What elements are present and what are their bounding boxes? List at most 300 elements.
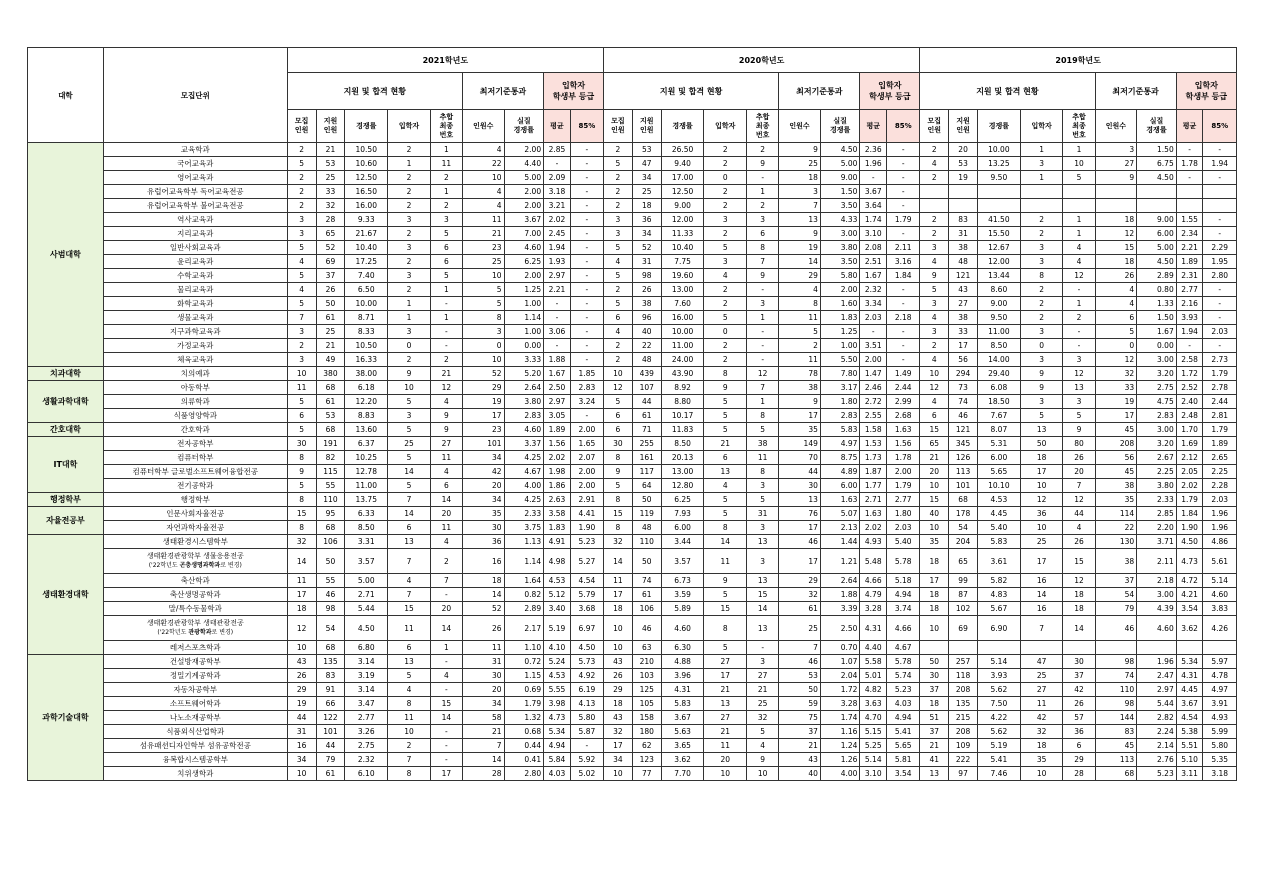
value-cell: - — [570, 157, 603, 171]
value-cell — [1020, 641, 1063, 655]
unit-cell — [103, 269, 287, 283]
value-cell — [1137, 185, 1177, 199]
value-cell: - — [747, 325, 779, 339]
value-cell: 37 — [779, 725, 821, 739]
header-group-grade: 입학자 학생부 등급 — [860, 73, 920, 110]
value-cell: 13 — [1020, 423, 1063, 437]
value-cell — [1095, 199, 1137, 213]
unit-change-note — [157, 629, 233, 636]
value-cell: 65 — [920, 437, 949, 451]
value-cell: 40 — [632, 325, 661, 339]
value-cell: - — [430, 725, 462, 739]
value-cell: 25 — [779, 616, 821, 641]
value-cell: 3.34 — [860, 297, 887, 311]
value-cell: 5.63 — [661, 725, 704, 739]
value-cell: 10.40 — [345, 241, 388, 255]
value-cell: 3.93 — [978, 669, 1021, 683]
value-cell: 7 — [388, 493, 431, 507]
value-cell: 61 — [316, 767, 345, 781]
value-cell: 2 — [430, 171, 462, 185]
value-cell: 1.84 — [887, 269, 920, 283]
value-cell: 2 — [430, 199, 462, 213]
unit-cell — [103, 213, 287, 227]
value-cell: 5.74 — [887, 669, 920, 683]
value-cell — [978, 199, 1021, 213]
value-cell: 0 — [704, 171, 747, 185]
value-cell: 11 — [779, 311, 821, 325]
value-cell: 4 — [1063, 521, 1095, 535]
value-cell: 20 — [462, 683, 504, 697]
value-cell: 1.56 — [544, 437, 571, 451]
value-cell: 2.50 — [544, 381, 571, 395]
value-cell: 38 — [1095, 549, 1137, 574]
value-cell: 50 — [316, 549, 345, 574]
value-cell: 178 — [949, 507, 978, 521]
value-cell: 36 — [1020, 507, 1063, 521]
value-cell: 9 — [704, 574, 747, 588]
value-cell: 1.79 — [1203, 423, 1237, 437]
value-cell: 6 — [430, 479, 462, 493]
value-cell: 2 — [704, 353, 747, 367]
value-cell: 3.61 — [978, 549, 1021, 574]
value-cell: 2.91 — [570, 493, 603, 507]
value-cell: 3.74 — [887, 602, 920, 616]
value-cell: 35 — [1020, 753, 1063, 767]
value-cell: 135 — [949, 697, 978, 711]
value-cell: 20 — [1063, 465, 1095, 479]
value-cell: 10 — [462, 269, 504, 283]
value-cell: 1.00 — [504, 325, 544, 339]
value-cell: 40 — [779, 767, 821, 781]
value-cell: 10 — [604, 616, 633, 641]
value-cell: 17 — [1020, 465, 1063, 479]
table-row — [28, 669, 1237, 683]
value-cell: 13.75 — [345, 493, 388, 507]
value-cell: 5.12 — [544, 588, 571, 602]
header-year: 2019학년도 — [920, 48, 1237, 73]
value-cell: 5 — [704, 588, 747, 602]
table-row — [28, 339, 1237, 353]
value-cell: 5 — [747, 493, 779, 507]
value-cell: 3.28 — [820, 697, 860, 711]
value-cell: 41 — [920, 753, 949, 767]
value-cell: 7.00 — [504, 227, 544, 241]
value-cell: - — [887, 339, 920, 353]
value-cell: 2 — [430, 353, 462, 367]
value-cell: 15.50 — [978, 227, 1021, 241]
unit-change-note — [149, 562, 242, 569]
value-cell: 10.50 — [345, 143, 388, 157]
value-cell: 2.32 — [345, 753, 388, 767]
value-cell: 52 — [316, 241, 345, 255]
value-cell: 44 — [287, 711, 316, 725]
value-cell: 98 — [1095, 655, 1137, 669]
value-cell: 6.25 — [661, 493, 704, 507]
unit-cell — [103, 479, 287, 493]
value-cell: 3 — [1020, 157, 1063, 171]
value-cell: 5.78 — [887, 655, 920, 669]
header-group-minimum: 최저기준통과 — [779, 73, 860, 110]
value-cell: 7 — [462, 739, 504, 753]
unit-name: 간호학과 — [180, 425, 210, 434]
value-cell: 3.18 — [544, 185, 571, 199]
header-subcol: 85% — [887, 110, 920, 143]
value-cell: 34 — [287, 753, 316, 767]
value-cell: 31 — [632, 255, 661, 269]
value-cell: 91 — [316, 683, 345, 697]
value-cell: 8 — [462, 311, 504, 325]
value-cell: 98 — [316, 602, 345, 616]
table-row — [28, 255, 1237, 269]
value-cell: 3.67 — [1176, 697, 1203, 711]
value-cell: 4.60 — [1137, 616, 1177, 641]
value-cell: 7.93 — [661, 507, 704, 521]
header-subcol: 평균 — [1176, 110, 1203, 143]
unit-name: 교육학과 — [180, 145, 210, 154]
value-cell: 3.67 — [860, 185, 887, 199]
value-cell: 53 — [316, 157, 345, 171]
value-cell: 5.41 — [978, 753, 1021, 767]
value-cell: 52 — [462, 367, 504, 381]
value-cell: 3 — [704, 255, 747, 269]
value-cell: 1.74 — [820, 711, 860, 725]
value-cell: 1.63 — [887, 423, 920, 437]
unit-cell — [103, 655, 287, 669]
value-cell: 10 — [747, 767, 779, 781]
value-cell: 2.67 — [1137, 451, 1177, 465]
unit-cell — [103, 521, 287, 535]
value-cell: 14 — [462, 753, 504, 767]
value-cell: 16.00 — [661, 311, 704, 325]
value-cell: 3.10 — [860, 227, 887, 241]
value-cell: 37 — [316, 269, 345, 283]
value-cell: 3.06 — [544, 325, 571, 339]
value-cell: 2.78 — [1203, 381, 1237, 395]
value-cell: 7 — [388, 753, 431, 767]
value-cell: 1.88 — [820, 588, 860, 602]
value-cell: 5.14 — [1203, 574, 1237, 588]
value-cell: 10.10 — [978, 479, 1021, 493]
value-cell: 5.00 — [1137, 241, 1177, 255]
value-cell: 122 — [316, 711, 345, 725]
value-cell: 1.87 — [860, 465, 887, 479]
value-cell: 10.60 — [345, 157, 388, 171]
value-cell: 1 — [430, 185, 462, 199]
value-cell: 4 — [462, 199, 504, 213]
value-cell: 121 — [949, 423, 978, 437]
value-cell: 5 — [704, 409, 747, 423]
value-cell: 11 — [430, 451, 462, 465]
value-cell: 2.45 — [544, 227, 571, 241]
value-cell: 4.50 — [570, 641, 603, 655]
value-cell: 3 — [287, 213, 316, 227]
value-cell: 2.00 — [504, 143, 544, 157]
value-cell: 3 — [287, 227, 316, 241]
value-cell: 10.17 — [661, 409, 704, 423]
value-cell: 4.97 — [1203, 683, 1237, 697]
unit-cell — [103, 739, 287, 753]
value-cell: 1.78 — [887, 451, 920, 465]
value-cell: 11 — [604, 574, 633, 588]
value-cell: 42 — [1020, 711, 1063, 725]
value-cell: 2.25 — [1203, 465, 1237, 479]
value-cell: 5 — [704, 423, 747, 437]
value-cell: - — [747, 283, 779, 297]
value-cell: 2 — [604, 353, 633, 367]
value-cell: 2.18 — [887, 311, 920, 325]
value-cell: 2 — [388, 255, 431, 269]
value-cell: 114 — [1095, 507, 1137, 521]
value-cell: 13.00 — [661, 465, 704, 479]
header-subcol: 실질 경쟁률 — [1137, 110, 1177, 143]
value-cell: 2 — [1020, 297, 1063, 311]
value-cell: 9 — [1063, 423, 1095, 437]
value-cell: 9 — [779, 395, 821, 409]
value-cell: 35 — [779, 423, 821, 437]
value-cell: 59 — [779, 697, 821, 711]
value-cell — [949, 185, 978, 199]
value-cell: 14.00 — [978, 353, 1021, 367]
value-cell: 18 — [604, 602, 633, 616]
value-cell: 13.44 — [978, 269, 1021, 283]
value-cell: 4.10 — [544, 641, 571, 655]
unit-name: 생태환경시스템학부 — [162, 537, 228, 546]
value-cell: 2.16 — [1176, 297, 1203, 311]
value-cell: 2 — [388, 283, 431, 297]
value-cell: 0.82 — [504, 588, 544, 602]
value-cell: 2.47 — [1137, 669, 1177, 683]
unit-name: 화학교육과 — [177, 299, 214, 308]
value-cell: 28 — [462, 767, 504, 781]
value-cell: 9.00 — [1137, 213, 1177, 227]
value-cell: 2.04 — [820, 669, 860, 683]
value-cell: 7 — [287, 311, 316, 325]
value-cell: 5.02 — [570, 767, 603, 781]
value-cell: 12.20 — [345, 395, 388, 409]
value-cell: 2.89 — [1137, 269, 1177, 283]
value-cell: 29 — [1063, 753, 1095, 767]
value-cell: 50 — [920, 655, 949, 669]
value-cell: 6 — [430, 255, 462, 269]
value-cell: 79 — [1095, 602, 1137, 616]
value-cell: 3.19 — [345, 669, 388, 683]
value-cell: 10.00 — [978, 143, 1021, 157]
value-cell: 1 — [430, 641, 462, 655]
unit-name: 영어교육과 — [177, 173, 214, 182]
value-cell: 2.00 — [887, 465, 920, 479]
table-row — [28, 711, 1237, 725]
value-cell: 8.50 — [661, 437, 704, 451]
value-cell: - — [1203, 339, 1237, 353]
value-cell: 1.94 — [544, 241, 571, 255]
unit-name: 인문사회자율전공 — [166, 509, 225, 518]
value-cell: 5.58 — [860, 655, 887, 669]
value-cell: 56 — [949, 353, 978, 367]
value-cell: 5.65 — [887, 739, 920, 753]
value-cell: 2 — [747, 143, 779, 157]
value-cell: 5.00 — [504, 171, 544, 185]
unit-name: 가정교육과 — [177, 341, 214, 350]
table-row — [28, 602, 1237, 616]
value-cell: 11.00 — [978, 325, 1021, 339]
value-cell: 5.78 — [887, 549, 920, 574]
value-cell: 4.03 — [887, 697, 920, 711]
value-cell: 17 — [920, 574, 949, 588]
value-cell: 2.83 — [570, 381, 603, 395]
value-cell: 5.97 — [1203, 655, 1237, 669]
value-cell: 4.54 — [1176, 711, 1203, 725]
value-cell: 16 — [287, 739, 316, 753]
value-cell: 3 — [704, 213, 747, 227]
value-cell: 10.50 — [345, 339, 388, 353]
admission-table-container — [27, 47, 1237, 781]
value-cell: 1.72 — [820, 683, 860, 697]
value-cell: 5.48 — [860, 549, 887, 574]
value-cell: 2 — [604, 283, 633, 297]
value-cell: 27 — [704, 711, 747, 725]
value-cell: 2.44 — [887, 381, 920, 395]
value-cell: 12 — [1095, 353, 1137, 367]
value-cell: - — [887, 185, 920, 199]
value-cell: 66 — [316, 697, 345, 711]
value-cell: 2 — [704, 143, 747, 157]
value-cell: 3.63 — [860, 697, 887, 711]
value-cell: - — [570, 255, 603, 269]
value-cell: 46 — [316, 588, 345, 602]
unit-cell — [103, 507, 287, 521]
value-cell: 35 — [920, 535, 949, 549]
value-cell: 2.32 — [860, 283, 887, 297]
value-cell: 5.81 — [887, 753, 920, 767]
value-cell: 5.40 — [887, 535, 920, 549]
table-row — [28, 521, 1237, 535]
value-cell: 36 — [462, 535, 504, 549]
value-cell — [949, 199, 978, 213]
value-cell: 32 — [316, 199, 345, 213]
value-cell: 2.81 — [1203, 409, 1237, 423]
value-cell: 28 — [316, 213, 345, 227]
value-cell: 13 — [747, 616, 779, 641]
value-cell: 20 — [430, 602, 462, 616]
value-cell: 5 — [287, 241, 316, 255]
unit-cell — [103, 283, 287, 297]
value-cell: 38 — [1095, 479, 1137, 493]
value-cell: 3.51 — [860, 339, 887, 353]
unit-name: 국어교육과 — [177, 159, 214, 168]
value-cell: 30 — [462, 521, 504, 535]
value-cell: 208 — [1095, 437, 1137, 451]
value-cell: 13 — [388, 655, 431, 669]
value-cell: 17 — [1020, 549, 1063, 574]
value-cell: 5.83 — [820, 423, 860, 437]
value-cell: 3.05 — [544, 409, 571, 423]
value-cell: 5 — [462, 283, 504, 297]
unit-name: 윤리교육과 — [177, 257, 214, 266]
unit-cell — [103, 669, 287, 683]
value-cell: 20 — [704, 753, 747, 767]
value-cell: 0 — [388, 339, 431, 353]
value-cell: 8.92 — [661, 381, 704, 395]
value-cell: 2.80 — [504, 767, 544, 781]
value-cell: 5 — [747, 725, 779, 739]
value-cell: 1.94 — [1203, 157, 1237, 171]
value-cell: 4.91 — [544, 535, 571, 549]
value-cell: 17.25 — [345, 255, 388, 269]
value-cell: 5.65 — [978, 465, 1021, 479]
value-cell: 25 — [632, 185, 661, 199]
value-cell: 6.75 — [1137, 157, 1177, 171]
value-cell: 26 — [316, 283, 345, 297]
unit-cell — [103, 725, 287, 739]
value-cell: - — [570, 283, 603, 297]
value-cell: 6.00 — [978, 451, 1021, 465]
value-cell: 158 — [632, 711, 661, 725]
value-cell: 9.00 — [661, 199, 704, 213]
value-cell: 1.33 — [1137, 297, 1177, 311]
value-cell: 8 — [287, 493, 316, 507]
value-cell: 1 — [1063, 213, 1095, 227]
unit-name: 자연과학자율전공 — [166, 523, 225, 532]
value-cell: 1.74 — [860, 213, 887, 227]
value-cell: 0.44 — [504, 739, 544, 753]
value-cell: 2.82 — [1137, 711, 1177, 725]
value-cell: 7.50 — [978, 697, 1021, 711]
value-cell: 3.96 — [661, 669, 704, 683]
value-cell: 13 — [388, 535, 431, 549]
value-cell: 110 — [316, 493, 345, 507]
value-cell: 4.50 — [1176, 535, 1203, 549]
value-cell: 2 — [388, 199, 431, 213]
value-cell: - — [887, 157, 920, 171]
value-cell: 2 — [704, 339, 747, 353]
value-cell: 6.25 — [504, 255, 544, 269]
header-subcol: 경쟁률 — [345, 110, 388, 143]
value-cell: 8 — [747, 241, 779, 255]
value-cell: 12.78 — [345, 465, 388, 479]
value-cell: 5.19 — [978, 739, 1021, 753]
value-cell: 14 — [388, 507, 431, 521]
value-cell: 5.87 — [570, 725, 603, 739]
value-cell: 1.90 — [570, 521, 603, 535]
header-group-grade: 입학자 학생부 등급 — [544, 73, 604, 110]
value-cell: 2 — [388, 143, 431, 157]
value-cell: 2 — [704, 199, 747, 213]
value-cell: 1.56 — [887, 437, 920, 451]
value-cell — [1137, 641, 1177, 655]
value-cell: 0.69 — [504, 683, 544, 697]
value-cell: 9 — [1020, 381, 1063, 395]
value-cell: 6.30 — [661, 641, 704, 655]
value-cell: 2.83 — [504, 409, 544, 423]
value-cell: 10 — [1020, 767, 1063, 781]
value-cell: 29 — [779, 269, 821, 283]
value-cell: 15 — [1095, 241, 1137, 255]
value-cell: 6 — [604, 423, 633, 437]
value-cell: 53 — [316, 409, 345, 423]
unit-name: 섬유패션디자인학부 섬유공학전공 — [139, 741, 251, 750]
value-cell: 2.97 — [1137, 683, 1177, 697]
value-cell: 5.50 — [820, 353, 860, 367]
value-cell: 4.50 — [1137, 255, 1177, 269]
value-cell: 8.33 — [345, 325, 388, 339]
value-cell: - — [570, 311, 603, 325]
value-cell: 4 — [704, 269, 747, 283]
value-cell: 10 — [920, 521, 949, 535]
value-cell: 5 — [287, 157, 316, 171]
value-cell: 4.73 — [544, 711, 571, 725]
value-cell — [1063, 185, 1095, 199]
value-cell: 12 — [1063, 367, 1095, 381]
